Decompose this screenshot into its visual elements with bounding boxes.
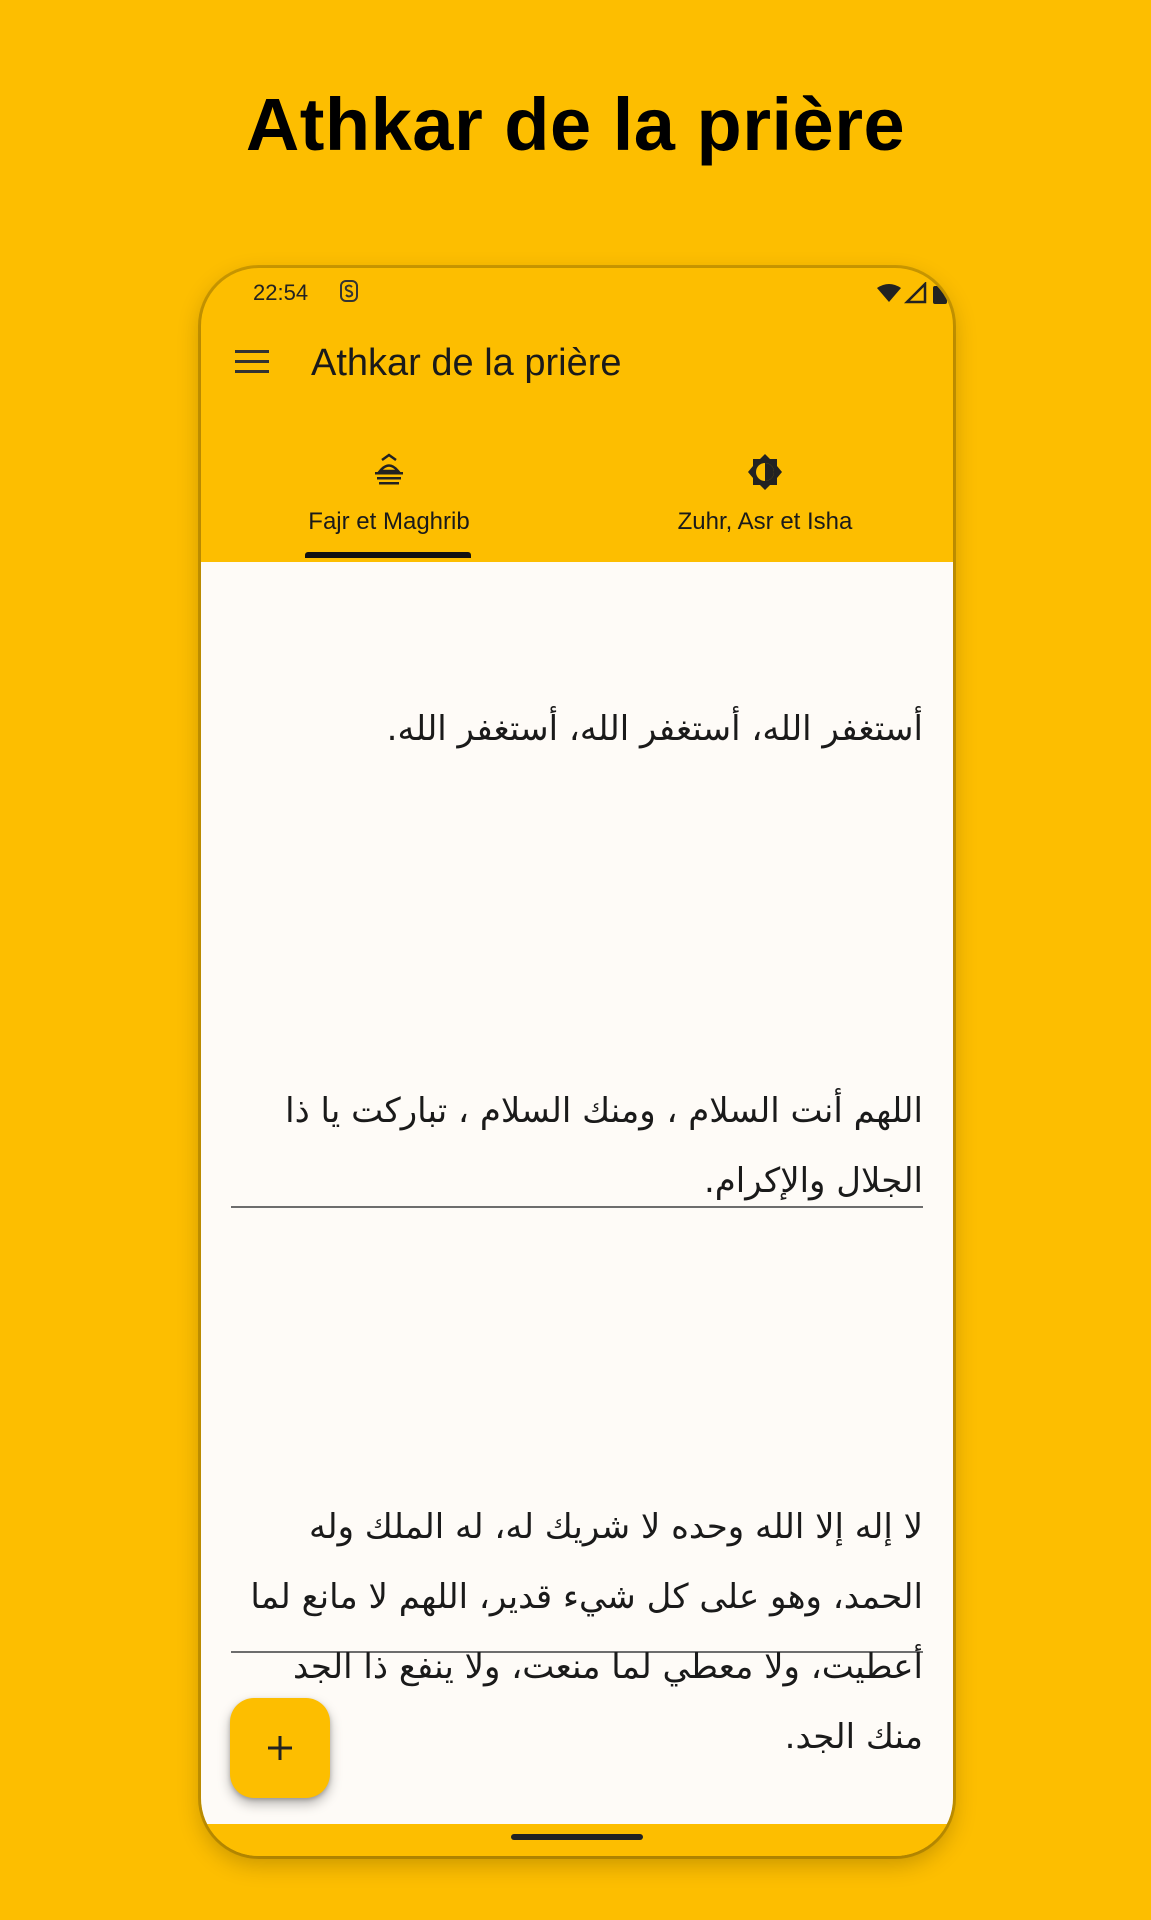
navigation-bar [201, 1824, 953, 1856]
wifi-icon [877, 284, 901, 302]
tab-bar [201, 438, 953, 562]
tab-label: Zuhr, Asr et Isha [677, 508, 853, 535]
dhikr-item[interactable]: لا إله إلا الله وحده لا شريك له، له الملك وله الحمد، وهو على كل شيء قدير، اللهم لا مانع لما أعطيت، ولا معطي لما منعت، ولا ينفع ذا الجد منك الجد. [250, 1507, 923, 1757]
s-app-icon [339, 279, 359, 303]
brightness-icon [745, 452, 785, 492]
tab-label: Fajr et Maghrib [308, 508, 470, 535]
app-title: Athkar de la prière [311, 342, 622, 384]
hamburger-menu-icon[interactable] [235, 348, 269, 376]
sunrise-icon [369, 452, 409, 492]
add-button[interactable] [230, 1698, 330, 1798]
app-bar [201, 318, 953, 408]
signal-icon [907, 284, 925, 302]
tab-fajr-maghrib[interactable] [201, 438, 577, 562]
tab-indicator [305, 552, 471, 558]
status-bar [201, 268, 953, 318]
home-gesture-handle[interactable] [511, 1834, 643, 1840]
promo-title: Athkar de la prière [245, 83, 906, 166]
dhikr-item[interactable]: اللهم أنت السلام ، ومنك السلام ، تباركت يا ذا الجلال والإكرام. [285, 1091, 923, 1201]
plus-icon [264, 1732, 296, 1764]
battery-icon [933, 286, 947, 304]
status-icons [873, 282, 953, 304]
phone-frame [201, 268, 953, 1856]
status-time: 22:54 [253, 280, 309, 305]
dhikr-list[interactable] [201, 562, 953, 1824]
tab-zuhr-asr-isha[interactable] [577, 438, 953, 562]
dhikr-item[interactable]: أستغفر الله، أستغفر الله، أستغفر الله. [386, 709, 923, 749]
